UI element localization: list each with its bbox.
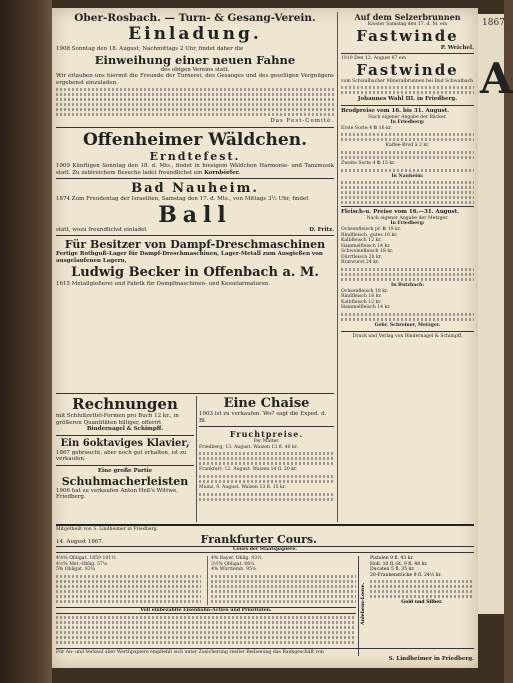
fahne-heading: Einweihung einer neuen Fahne: [94, 52, 296, 67]
nauheim-subheading: In Nauheim:: [391, 173, 424, 179]
fahne-body: Wir erlauben uns hiermit die Freunde der Turnerei, des Gesanges und des geselligen Vergnügens ergebenst einzuladen.: [56, 73, 334, 86]
brodpreise-sub: Nach eigener Angabe der Bäcker.: [368, 114, 447, 120]
ad-1910: 1910 Den 12. August 67 ein: [341, 56, 407, 62]
fleisch-row: Kalbfleisch 12 kr.: [341, 238, 382, 244]
rechnungen-heading: Rechnungen: [72, 395, 178, 413]
brod-row: Erste Sorte 4 ℔ 16 kr.: [341, 125, 392, 131]
ball-footer: statt, wozu freundlichst einladet D. Fritz.: [56, 226, 334, 233]
ad-1908-intro: 1908 Sonntag den 18. August, Nachmittags 2 Uhr, findet daher die: [56, 46, 244, 52]
cours-row: 5% Obligat. 83¼: [56, 567, 96, 573]
druck-line: Druck und Verlag von Bindernagel & Schimpff.: [352, 333, 463, 339]
selzer-text: Kloster Samstag den 17. d. M. ein: [367, 22, 448, 27]
fastwinde-sign: P. Weichel.: [440, 44, 474, 51]
bank-note-text: Für An- und Verkauf aller Werthpapiere empfiehlt sich unter Zusicherung reeller Bedienung das Bankgeschäft von: [56, 650, 324, 655]
geld-row: 20-Frankenstücke 9 fl. 24½ kr.: [370, 572, 442, 578]
fleisch-row: Dürrfleisch 28 kr.: [341, 254, 382, 260]
schuh-text: 1906 hat zu verkaufen Anton Heß's Wittwe, Friedberg.: [56, 487, 179, 501]
ad-number: 1908: [56, 46, 70, 52]
anlehen-side-label: Anlehens-Loose.: [361, 582, 367, 625]
newspaper-page: [52, 8, 478, 668]
brod-heading: In Friedberg:: [390, 120, 425, 126]
anlehen-side-column: [358, 556, 369, 656]
brod-row: Zweite Sorte 4 ℔ 15 kr.: [341, 160, 396, 166]
ad-number: 1909: [56, 162, 70, 169]
geld-row: Pistolen 9 fl. 43 kr.: [370, 556, 414, 561]
chaise-text: 1903 ist zu verkaufen. Wo? sagt die Exped. d. Bl.: [199, 411, 327, 424]
facing-page-year: 1867.: [482, 18, 508, 28]
lindheimer-sign: S. Lindheimer in Friedberg.: [388, 655, 474, 662]
butzbach-subheading: In Butzbach:: [390, 283, 425, 289]
geld-row: Holl. 10 fl.-St. 9 fl. 48 kr.: [370, 561, 428, 567]
facing-page-initial: A: [480, 54, 513, 103]
rechnungen-text: mit Schlußzettel-Formen pro Buch 12 kr., in größeren Quantitäten billiger, offerirt: [56, 413, 179, 426]
ad-1874: 1874 Zum Freudentag der Israeliten, Samstag den 17. d. Mts., von Mittags 3½ Uhr, findet: [56, 196, 309, 203]
butzbach-row: Hammelfleisch 14 kr.: [341, 305, 391, 311]
fleisch-heading: Fleisch-u. Preise vom 16.—31. August.: [341, 209, 460, 216]
staatspapiere-heading: Cours der Staatspapiere.: [56, 546, 474, 554]
schuhmacher-heading: Schuhmacherleisten: [61, 474, 189, 488]
ad-1615: 1615 Metallgießerei und Fabrik für Dampfmaschinen- und Kesselarmaturen.: [56, 280, 271, 287]
partie-heading: Eine große Partie: [97, 467, 153, 474]
fastwinde2-heading: Fastwinde: [356, 60, 459, 79]
fruchtpreise-heading: Fruchtpreise.: [229, 429, 304, 440]
einladung-heading: Einladung.: [128, 24, 262, 44]
ball-sign: D. Fritz.: [309, 226, 334, 233]
fastwinde-heading: Fastwinde: [356, 26, 459, 45]
dampf-heading: Für Besitzer von Dampf-Dreschmaschinen: [64, 238, 326, 252]
klavier-heading: Ein 6oktaviges Klavier,: [60, 437, 190, 449]
cours-row: 4% Bayer. Oblig. 93½: [211, 556, 262, 561]
geld-column: [370, 556, 474, 606]
fleisch-row: Schweinefleisch 18 kr.: [341, 249, 394, 255]
fest-comite-sign: Das Fest-Comité.: [270, 118, 334, 125]
ad-1909: 1909 Künftigen Sonntag den 18. d. Mts., findet in hiesigem Wäldchen Harmonie- und Tanzmusik statt. Zu zahlreichem Besuche ladet freundlichst ein Kornbörfer.: [56, 162, 334, 176]
ad-number: 1874: [56, 196, 70, 203]
frucht-row: Friedberg, 13. August. Waizen 13 fl. 40 kr.: [199, 444, 298, 450]
fastwinde2-sign: Johannes Wahl III. in Friedberg.: [357, 96, 458, 103]
ad-number: 1615: [56, 280, 70, 287]
fahne-sub: des obigen Vereins statt.: [160, 66, 230, 73]
cours-row: 4% Württemb. 95⅜: [211, 567, 257, 573]
book-binding-edge: [0, 0, 52, 683]
left-lower-column: [56, 396, 194, 501]
cours-section: [56, 527, 474, 553]
ball-heading: Ball: [158, 201, 232, 228]
nauheim-heading: Bad Nauheim.: [131, 181, 259, 197]
selzer-heading: Auf dem Selzerbrunnen: [354, 12, 461, 22]
cours-row: 4½% Obligat. 1859 101½: [56, 556, 116, 561]
fleisch-row: Hammelfleisch 14 kr.: [341, 243, 391, 249]
brodpreise-heading: Brodpreise vom 16. bis 31. August.: [341, 107, 450, 114]
ad-1909-sign: Kornbörfer.: [204, 169, 240, 176]
geld-side-label: Gold und Silber.: [401, 600, 443, 606]
fleisch-sign: Gebr. Schreiner, Metzger.: [374, 323, 441, 329]
fleisch-sub: Nach eigener Angabe der Metzger.: [366, 215, 449, 221]
fleisch-row: Ochsenfleisch pr. ℔ 19 kr.: [341, 226, 401, 232]
right-column: [341, 12, 474, 339]
fleisch-subheading: In Friedberg:: [390, 221, 425, 227]
mitgetheilt: Mitgetheilt von S. Lindheimer in Friedberg.: [56, 527, 159, 532]
becker-heading: Ludwig Becker in Offenbach a. M.: [71, 264, 319, 280]
bank-note: [56, 650, 474, 662]
butzbach-row: Rindfleisch 16 kr.: [341, 294, 382, 300]
frankfurter-heading: Frankfurter Cours.: [200, 532, 317, 546]
chaise-frucht-column: [199, 396, 334, 503]
ad-number: 1910: [341, 56, 353, 62]
fastwinde2-text: vom Schwalbacher Mineralbrunnen bei Bad Schwalbach: [341, 78, 474, 84]
fleisch-row: Rindfleisch, gutes 16 kr.: [341, 232, 398, 238]
butzbach-row: Ochsenfleisch 18 kr.: [341, 288, 389, 294]
cours-table: [56, 556, 356, 646]
cours-row: 4½% Met.-Oblig. 57⅛: [56, 561, 108, 567]
dampf-sub: Fertige Rothguß-Lager für Dampf-Dreschmaschinen, Lager-Metall zum Ausgießen von ausgelaufenen Lagern,: [56, 251, 323, 264]
eisenbahn-heading: Voll einbezahlte Eisenbahn-Actien und Prioritäten.: [56, 607, 356, 615]
cours-row: 3½% Obligat. 88¼: [211, 561, 255, 567]
geld-row: Ducaten 5 fl. 35 kr.: [370, 567, 415, 573]
butzbach-row: Kalbfleisch 12 kr.: [341, 299, 382, 305]
rechnungen-sign: Bindernagel & Schimpff.: [86, 426, 164, 433]
fruchtpreise-sub: Per Malter.: [253, 439, 280, 445]
offenheimer-heading: Offenheimer Wäldchen.: [82, 129, 308, 150]
klavier-text: 1867 gebraucht, aber noch gut erhalten, ist zu verkaufen.: [56, 449, 187, 463]
erndtefest-heading: Erndtefest.: [149, 149, 241, 163]
frucht-row: Mainz, 9. August. Waizen 13 fl. 15 kr.: [199, 484, 286, 490]
cours-date: 14. August 1867.: [56, 538, 104, 545]
frucht-row: Frankfurt, 12. August. Waizen 14 fl. 20 kr.: [199, 467, 298, 473]
left-column: [56, 12, 334, 287]
brod-row: Kaffee-Brod à 2 kr.: [385, 143, 430, 149]
chaise-heading: Eine Chaise: [223, 396, 310, 411]
verein-header: Ober-Rosbach. — Turn- & Gesang-Verein.: [74, 12, 316, 24]
fleisch-row: Bratwurst 24 kr.: [341, 260, 380, 266]
facing-page-fragment: [478, 14, 513, 614]
